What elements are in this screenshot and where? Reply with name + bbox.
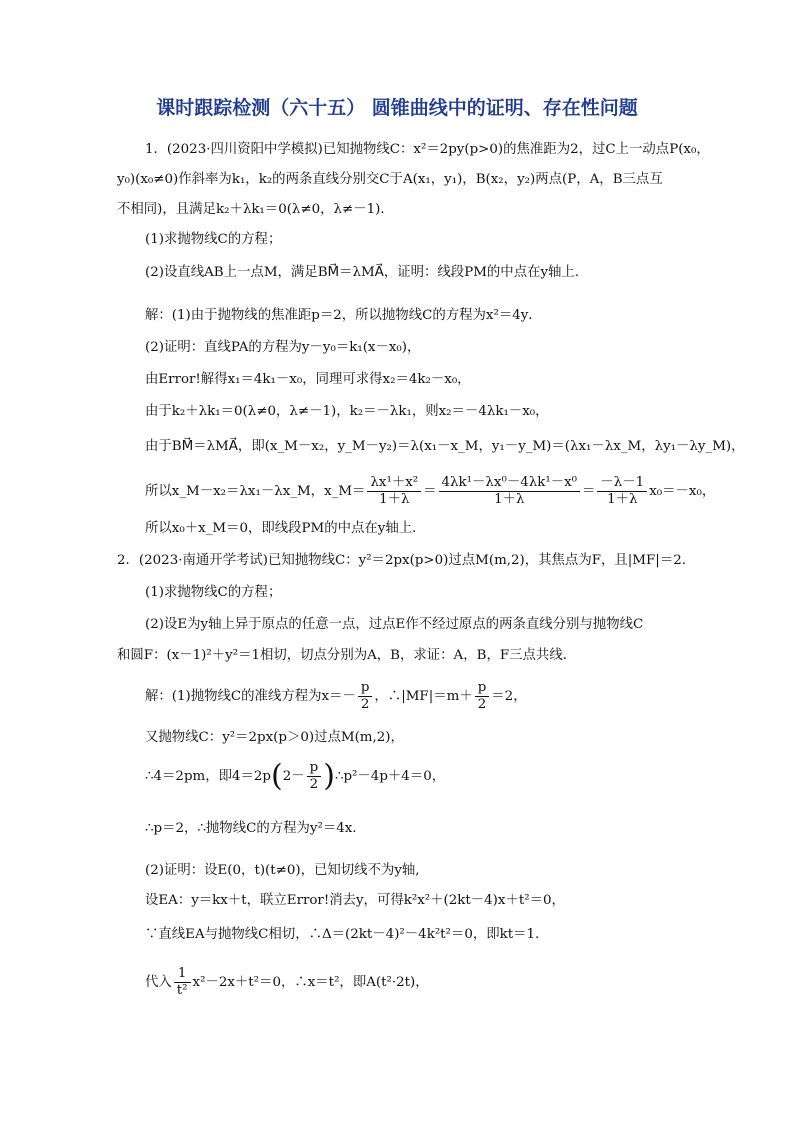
q2-sol-4: ∴p＝2，∴抛物线C的方程为y²＝4x. [145,821,357,836]
p-half-fraction [358,680,373,713]
p-half3-den: 2 [309,777,319,792]
q1-conclusion: 所以x₀＋x_M＝0，即线段PM的中点在y轴上． [145,521,426,536]
q1-sol-2: (2)证明：直线PA的方程为y－y₀＝k₁(x－x₀)， [145,340,421,355]
q1-sol-4: 由于k₂＋λk₁＝0(λ≠0，λ≠－1)，k₂＝－λk₁，则x₂＝－4λk₁－x₀， [145,404,549,419]
q1-line-2: y₀)(x₀≠0)作斜率为k₁，k₂的两条直线分别交C于A(x₁，y₁)，B(x₂，y₂)两点(P，A，B三点互 [117,172,663,187]
q2-sol-7: ∵直线EA与抛物线C相切，∴Δ＝(2kt－4)²－4k²t²＝0，即kt＝1. [145,927,540,942]
q2-line-1: 2．(2023·南通开学考试)已知抛物线C：y²＝2px(p>0)过点M(m,2)，其焦点为F，且|MF|＝2. [117,553,686,568]
xm-fraction-3 [597,475,647,508]
q1-sol-6-prefix: 所以x_M－x₂＝λx₁－λx_M，x_M＝ [145,484,366,499]
xm-frac3-den: 1＋λ [607,492,638,507]
q1-line-3: 不相同)，且满足k₂＋λk₁＝0(λ≠0，λ≠－1)． [117,202,394,217]
directrix-expression [356,680,527,714]
q2-part1: (1)求抛物线C的方程； [145,585,282,600]
q1-sol-3: 由Error!解得x₁＝4k₁－x₀，同理可求得x₂＝4k₂－x₀， [145,372,471,387]
xm-tail: x₀＝－x₀， [649,484,716,499]
q1-sol-1: 解：(1)由于抛物线的焦准距p＝2，所以抛物线C的方程为x²＝4y． [145,308,542,323]
q2-sol-3-prefix: ∴4＝2pm，即4＝2p [145,769,272,784]
page-title: 课时跟踪检测（六十五） 圆锥曲线中的证明、存在性问题 [156,97,638,119]
mf-tail: ＝2， [491,689,527,704]
q2-sol-3 [145,760,445,794]
q2-part2-line2: 和圆F：(x－1)²＋y²＝1相切，切点分别为A，B，求证：A，B，F三点共线． [117,648,577,663]
mf-mid: ，∴|MF|＝m＋ [374,689,473,704]
pm-expression [271,760,445,794]
xm-frac1-num: λx¹＋x² [367,475,421,492]
q1-sol-6 [145,474,715,510]
left-paren: ( [271,758,283,794]
xm-fraction-1 [367,475,421,508]
q1-sol-5: 由于BM⃗＝λMA⃗，即(x_M－x₂，y_M－y₂)＝λ(x₁－x_M，y₁－y_M)＝(λx₁－λx_M，λy₁－λy_M)， [145,439,745,454]
q1-part1: (1)求抛物线C的方程； [145,232,282,247]
q2-sol-1 [145,680,527,714]
p-half-den: 2 [360,697,370,712]
q2-part2-line1: (2)设E为y轴上异于原点的任意一点，过点E作不经过原点的两条直线分别与抛物线C [145,617,644,632]
q2-sol-5: (2)证明：设E(0，t)(t≠0)，已知切线不为y轴, [145,863,420,878]
p-half2-den: 2 [477,697,487,712]
q1-line-1: 1．(2023·四川资阳中学模拟)已知抛物线C：x²＝2py(p>0)的焦准距为2，过C上一动点P(x₀， [145,142,710,157]
xm-frac2-num: 4λk¹－λx⁰－4λk¹－x⁰ [439,475,580,492]
xm-frac3-num: －λ－1 [597,475,647,492]
q2-sol-8-prefix: 代入 [145,975,172,990]
p-half-fraction-2 [475,680,490,713]
q2-sol-1-prefix: 解：(1)抛物线C的准线方程为x＝－ [145,689,356,704]
xm-frac2-den: 1＋λ [494,492,525,507]
p-half-num: p [358,680,373,697]
q2-sol-6: 设EA：y＝kx＋t，联立Error!消去y，可得k²x²＋(2kt－4)x＋t²＝0， [145,893,565,908]
pm-tail: ∴p²－4p＋4＝0， [334,769,446,784]
t-frac-den: t² [176,983,188,998]
q1-part2: (2)设直线AB上一点M，满足BM⃗＝λMA⃗，证明：线段PM的中点在y轴上． [145,265,589,280]
t-expression [172,966,429,1000]
right-paren: ) [323,758,335,794]
xm-frac1-den: 1＋λ [379,492,410,507]
t-frac-num: 1 [174,966,191,983]
xm-expression: $\frac{\text{λx¹＋x²}}{1+\lambda}$ ＝ $\frac{\text{4λk¹－λx⁰－4λk¹－x⁰}}{1+\lambda}$ ＝ $\frac{-\lambda-1}{1+\lambda}$ x₀＝－x₀， [365,474,715,510]
q2-sol-2: 又抛物线C：y²＝2px(p＞0)过点M(m,2)， [145,730,404,745]
p-half3-num: p [307,760,322,777]
one-over-t2-fraction [174,966,191,999]
t-tail: x²－2x＋t²＝0，∴x＝t²，即A(t²·2t)， [192,975,429,990]
pm-mid: 2－ [282,769,305,784]
xm-fraction-2 [439,475,580,508]
q2-sol-8 [145,966,429,1000]
p-half2-num: p [475,680,490,697]
p-half-fraction-3 [307,760,322,793]
